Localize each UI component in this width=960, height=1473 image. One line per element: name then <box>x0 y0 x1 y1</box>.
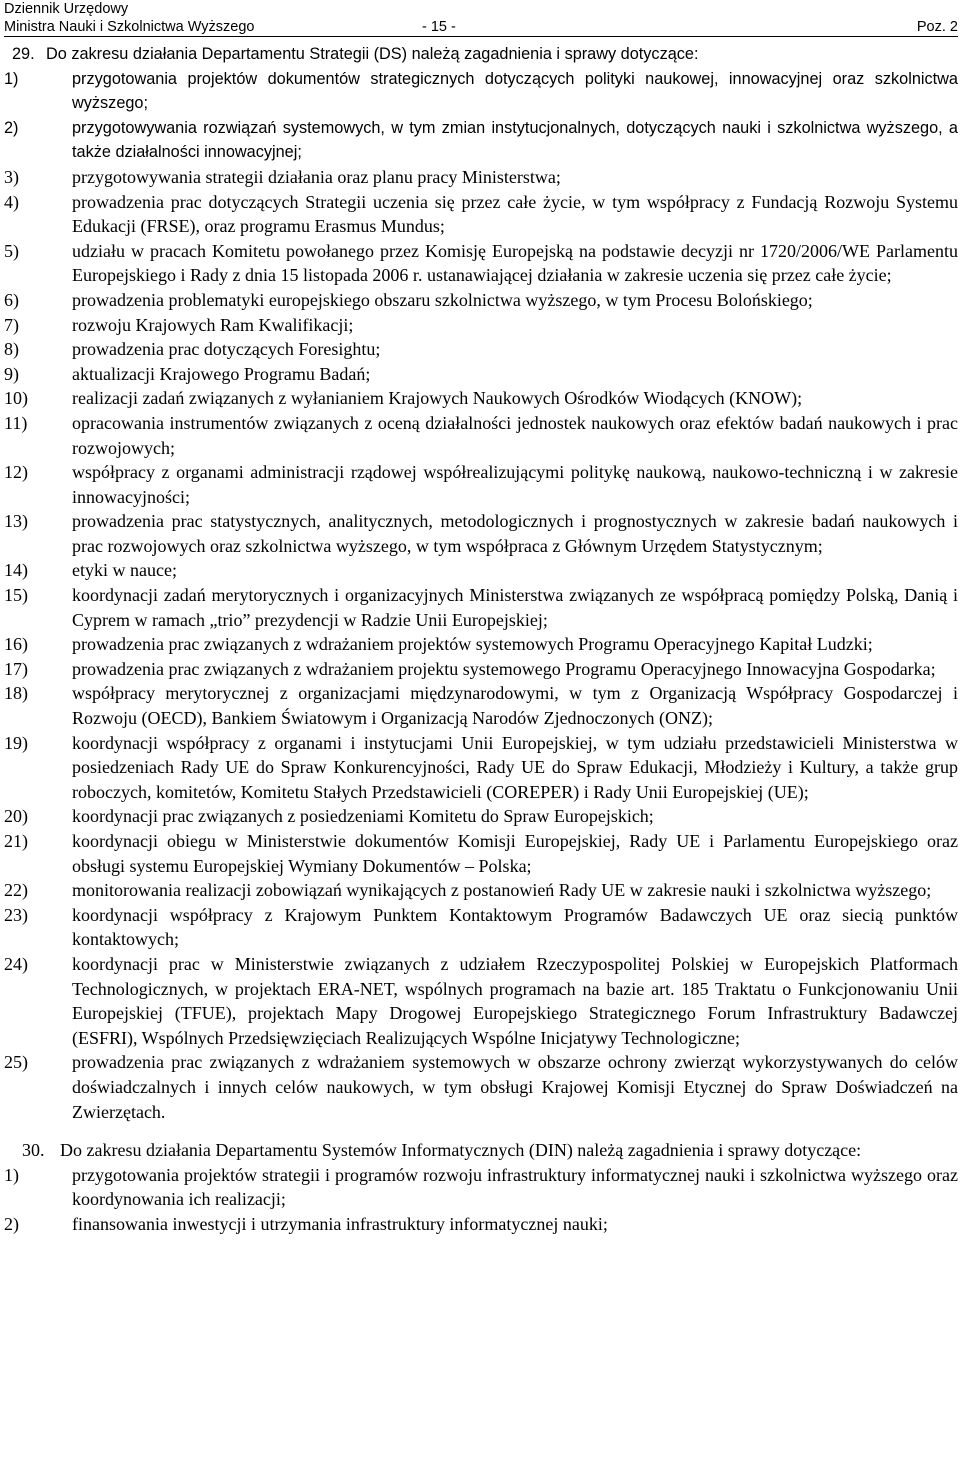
list-item <box>4 583 958 632</box>
list-item <box>4 239 958 288</box>
section-spacer <box>4 1124 958 1138</box>
item-text: aktualizacji Krajowego Programu Badań; <box>72 363 371 384</box>
list-item <box>4 116 958 165</box>
list-item <box>4 288 958 313</box>
item-text: rozwoju Krajowych Ram Kwalifikacji; <box>72 314 354 335</box>
section-30-list <box>4 1163 958 1237</box>
list-item <box>4 804 958 829</box>
page-number: - 15 - <box>422 19 456 35</box>
item-text: prowadzenia prac związanych z wdrażaniem projektów systemowych Programu Operacyjnego Kapitał Ludzki; <box>72 634 873 655</box>
item-text: prowadzenia prac związanych z wdrażaniem systemowych w obszarze ochrony zwierząt wykorzystywanych do celów doświadczalnych i innych celów naukowych, w tym obsługi Krajowej Komisji Etycznej do Spraw Doświadczeń na Zwierzętach. <box>72 1052 958 1122</box>
item-number: 13) <box>4 511 28 532</box>
section-number: 29. <box>12 45 35 63</box>
page-header <box>4 0 958 37</box>
item-number: 11) <box>4 412 28 433</box>
item-text: prowadzenia prac dotyczących Strategii uczenia się przez całe życie, w tym współpracy z Fundacją Rozwoju Systemu Edukacji (FRSE), oraz programu Erasmus Mundus; <box>72 191 958 237</box>
item-number: 14) <box>4 560 28 581</box>
item-text: realizacji zadań związanych z wyłanianiem Krajowych Naukowych Ośrodków Wiodących (KNOW); <box>72 388 803 409</box>
section-30-heading <box>4 1138 958 1163</box>
item-number: 7) <box>4 314 19 335</box>
item-text: monitorowania realizacji zobowiązań wynikających z postanowień Rady UE w zakresie nauki i szkolnictwa wyższego; <box>72 880 932 901</box>
item-text: przygotowania projektów dokumentów strategicznych dotyczących polityki naukowej, innowacyjnej oraz szkolnictwa wyższego; <box>72 69 958 113</box>
item-text: prowadzenia prac dotyczących Foresightu; <box>72 339 381 360</box>
list-item <box>4 829 958 878</box>
list-item <box>4 362 958 387</box>
list-item <box>4 632 958 657</box>
item-number: 24) <box>4 953 28 974</box>
item-number: 19) <box>4 732 28 753</box>
list-item <box>4 386 958 411</box>
journal-title: Dziennik Urzędowy <box>4 1 129 17</box>
list-item <box>4 190 958 239</box>
item-number: 4) <box>4 191 19 212</box>
list-item <box>4 1212 958 1237</box>
item-text: finansowania inwestycji i utrzymania infrastruktury informatycznej nauki; <box>72 1213 608 1234</box>
item-number: 1) <box>4 1164 19 1185</box>
item-text: przygotowania projektów strategii i programów rozwoju infrastruktury informatycznej nauki i szkolnictwa wyższego oraz koordynowania ich realizacji; <box>72 1164 958 1210</box>
section-intro: Do zakresu działania Departamentu Strategii (DS) należą zagadnienia i sprawy dotyczące: <box>46 45 699 63</box>
section-29-list <box>4 67 958 1125</box>
item-number: 22) <box>4 880 28 901</box>
item-text: koordynacji obiegu w Ministerstwie dokumentów Komisji Europejskiej, Rady UE i Parlamentu Europejskiego oraz obsługi systemu Europejskiej Wymiany Dokumentów – Polska; <box>72 831 958 876</box>
item-text: opracowania instrumentów związanych z oceną działalności jednostek naukowych oraz efektów badań naukowych i prac rozwojowych; <box>72 412 958 458</box>
item-number: 21) <box>4 831 28 851</box>
list-item <box>4 1163 958 1212</box>
item-number: 1) <box>4 69 19 88</box>
item-text: prowadzenia problematyki europejskiego obszaru szkolnictwa wyższego, w tym Procesu Bolońskiego; <box>72 289 813 310</box>
item-number: 10) <box>4 388 28 409</box>
item-number: 17) <box>4 658 28 679</box>
section-intro: Do zakresu działania Departamentu Systemów Informatycznych (DIN) należą zagadnienia i sprawy dotyczące: <box>60 1140 862 1161</box>
list-item <box>4 558 958 583</box>
item-text: koordynacji prac związanych z posiedzeniami Komitetu do Spraw Europejskich; <box>72 806 654 827</box>
item-number: 2) <box>4 118 19 137</box>
document-page <box>4 0 958 1237</box>
section-number: 30. <box>22 1140 45 1161</box>
item-text: przygotowywania rozwiązań systemowych, w tym zmian instytucjonalnych, dotyczących nauki i szkolnictwa wyższego, a także działalności innowacyjnej; <box>72 118 958 162</box>
item-text: prowadzenia prac związanych z wdrażaniem projektu systemowego Programu Operacyjnego Innowacyjna Gospodarka; <box>72 658 936 679</box>
item-text: koordynacji prac w Ministerstwie związanych z udziałem Rzeczypospolitej Polskiej w Europejskich Platformach Technologicznych, w projektach ERA-NET, wspólnych programach na bazie art. 185 Traktatu o Funkcjonowaniu Unii Europejskiej (TFUE), projektach Mapy Drogowej Europejskiego Strategicznego Forum Infrastruktury Badawczej (ESFRI), Wspólnych Przedsięwzięciach Realizujących Wspólne Inicjatywy Technologiczne; <box>72 953 958 1048</box>
list-item <box>4 1050 958 1124</box>
list-item <box>4 509 958 558</box>
list-item <box>4 67 958 116</box>
item-text: współpracy merytorycznej z organizacjami międzynarodowymi, w tym z Organizacją Współpracy Gospodarczej i Rozwoju (OECD), Bankiem Światowym i Organizacją Narodów Zjednoczonych (ONZ); <box>72 683 958 729</box>
item-text: koordynacji współpracy z Krajowym Punktem Kontaktowym Programów Badawczych UE oraz siecią punktów kontaktowych; <box>72 904 958 950</box>
list-item <box>4 878 958 903</box>
item-number: 20) <box>4 806 28 827</box>
ministry-name: Ministra Nauki i Szkolnictwa Wyższego <box>4 19 255 35</box>
item-number: 8) <box>4 339 19 360</box>
document-body <box>4 42 958 1237</box>
item-number: 18) <box>4 683 28 704</box>
list-item <box>4 952 958 1050</box>
item-text: koordynacji współpracy z organami i instytucjami Unii Europejskiej, w tym udziału przedstawicieli Ministerstwa w posiedzeniach Rady UE do Spraw Konkurencyjności, Rady UE do Spraw Edukacji, Młodzieży i Kultury, a także grup roboczych, komitetów, Komitetu Stałych Przedstawicieli (COREPER) i Rady Unii Europejskiej (UE); <box>72 732 958 802</box>
list-item <box>4 411 958 460</box>
position-number: Poz. 2 <box>916 19 958 35</box>
item-number: 5) <box>4 240 19 261</box>
item-number: 9) <box>4 363 19 384</box>
item-number: 16) <box>4 634 28 655</box>
list-item <box>4 731 958 805</box>
list-item <box>4 165 958 190</box>
item-number: 2) <box>4 1213 19 1234</box>
item-text: udziału w pracach Komitetu powołanego przez Komisję Europejską na podstawie decyzji nr 1720/2006/WE Parlamentu Europejskiego i Rady z dnia 15 listopada 2006 r. ustanawiającej działania w zakresie uczenia się przez całe życie; <box>72 240 958 286</box>
item-text: współpracy z organami administracji rządowej współrealizującymi politykę naukową, naukowo-techniczną i w zakresie innowacyjności; <box>72 462 958 507</box>
item-text: przygotowywania strategii działania oraz planu pracy Ministerstwa; <box>72 166 561 187</box>
list-item <box>4 681 958 730</box>
list-item <box>4 337 958 362</box>
item-number: 6) <box>4 289 19 310</box>
item-number: 12) <box>4 462 28 483</box>
item-text: prowadzenia prac statystycznych, analitycznych, metodologicznych i prognostycznych w zakresie badań naukowych i prac rozwojowych oraz szkolnictwa wyższego, w tym współpraca z Głównym Urzędem Statystycznym; <box>72 511 958 556</box>
list-item <box>4 657 958 682</box>
item-text: koordynacji zadań merytorycznych i organizacyjnych Ministerstwa związanych ze współpracą pomiędzy Polską, Danią i Cyprem w ramach „trio” prezydencji w Radzie Unii Europejskiej; <box>72 585 958 630</box>
section-29-heading <box>4 42 958 67</box>
list-item <box>4 460 958 509</box>
list-item <box>4 903 958 952</box>
list-item <box>4 313 958 338</box>
item-number: 25) <box>4 1052 28 1073</box>
item-number: 3) <box>4 166 19 187</box>
item-number: 23) <box>4 904 28 925</box>
item-number: 15) <box>4 585 28 606</box>
item-text: etyki w nauce; <box>72 560 177 581</box>
